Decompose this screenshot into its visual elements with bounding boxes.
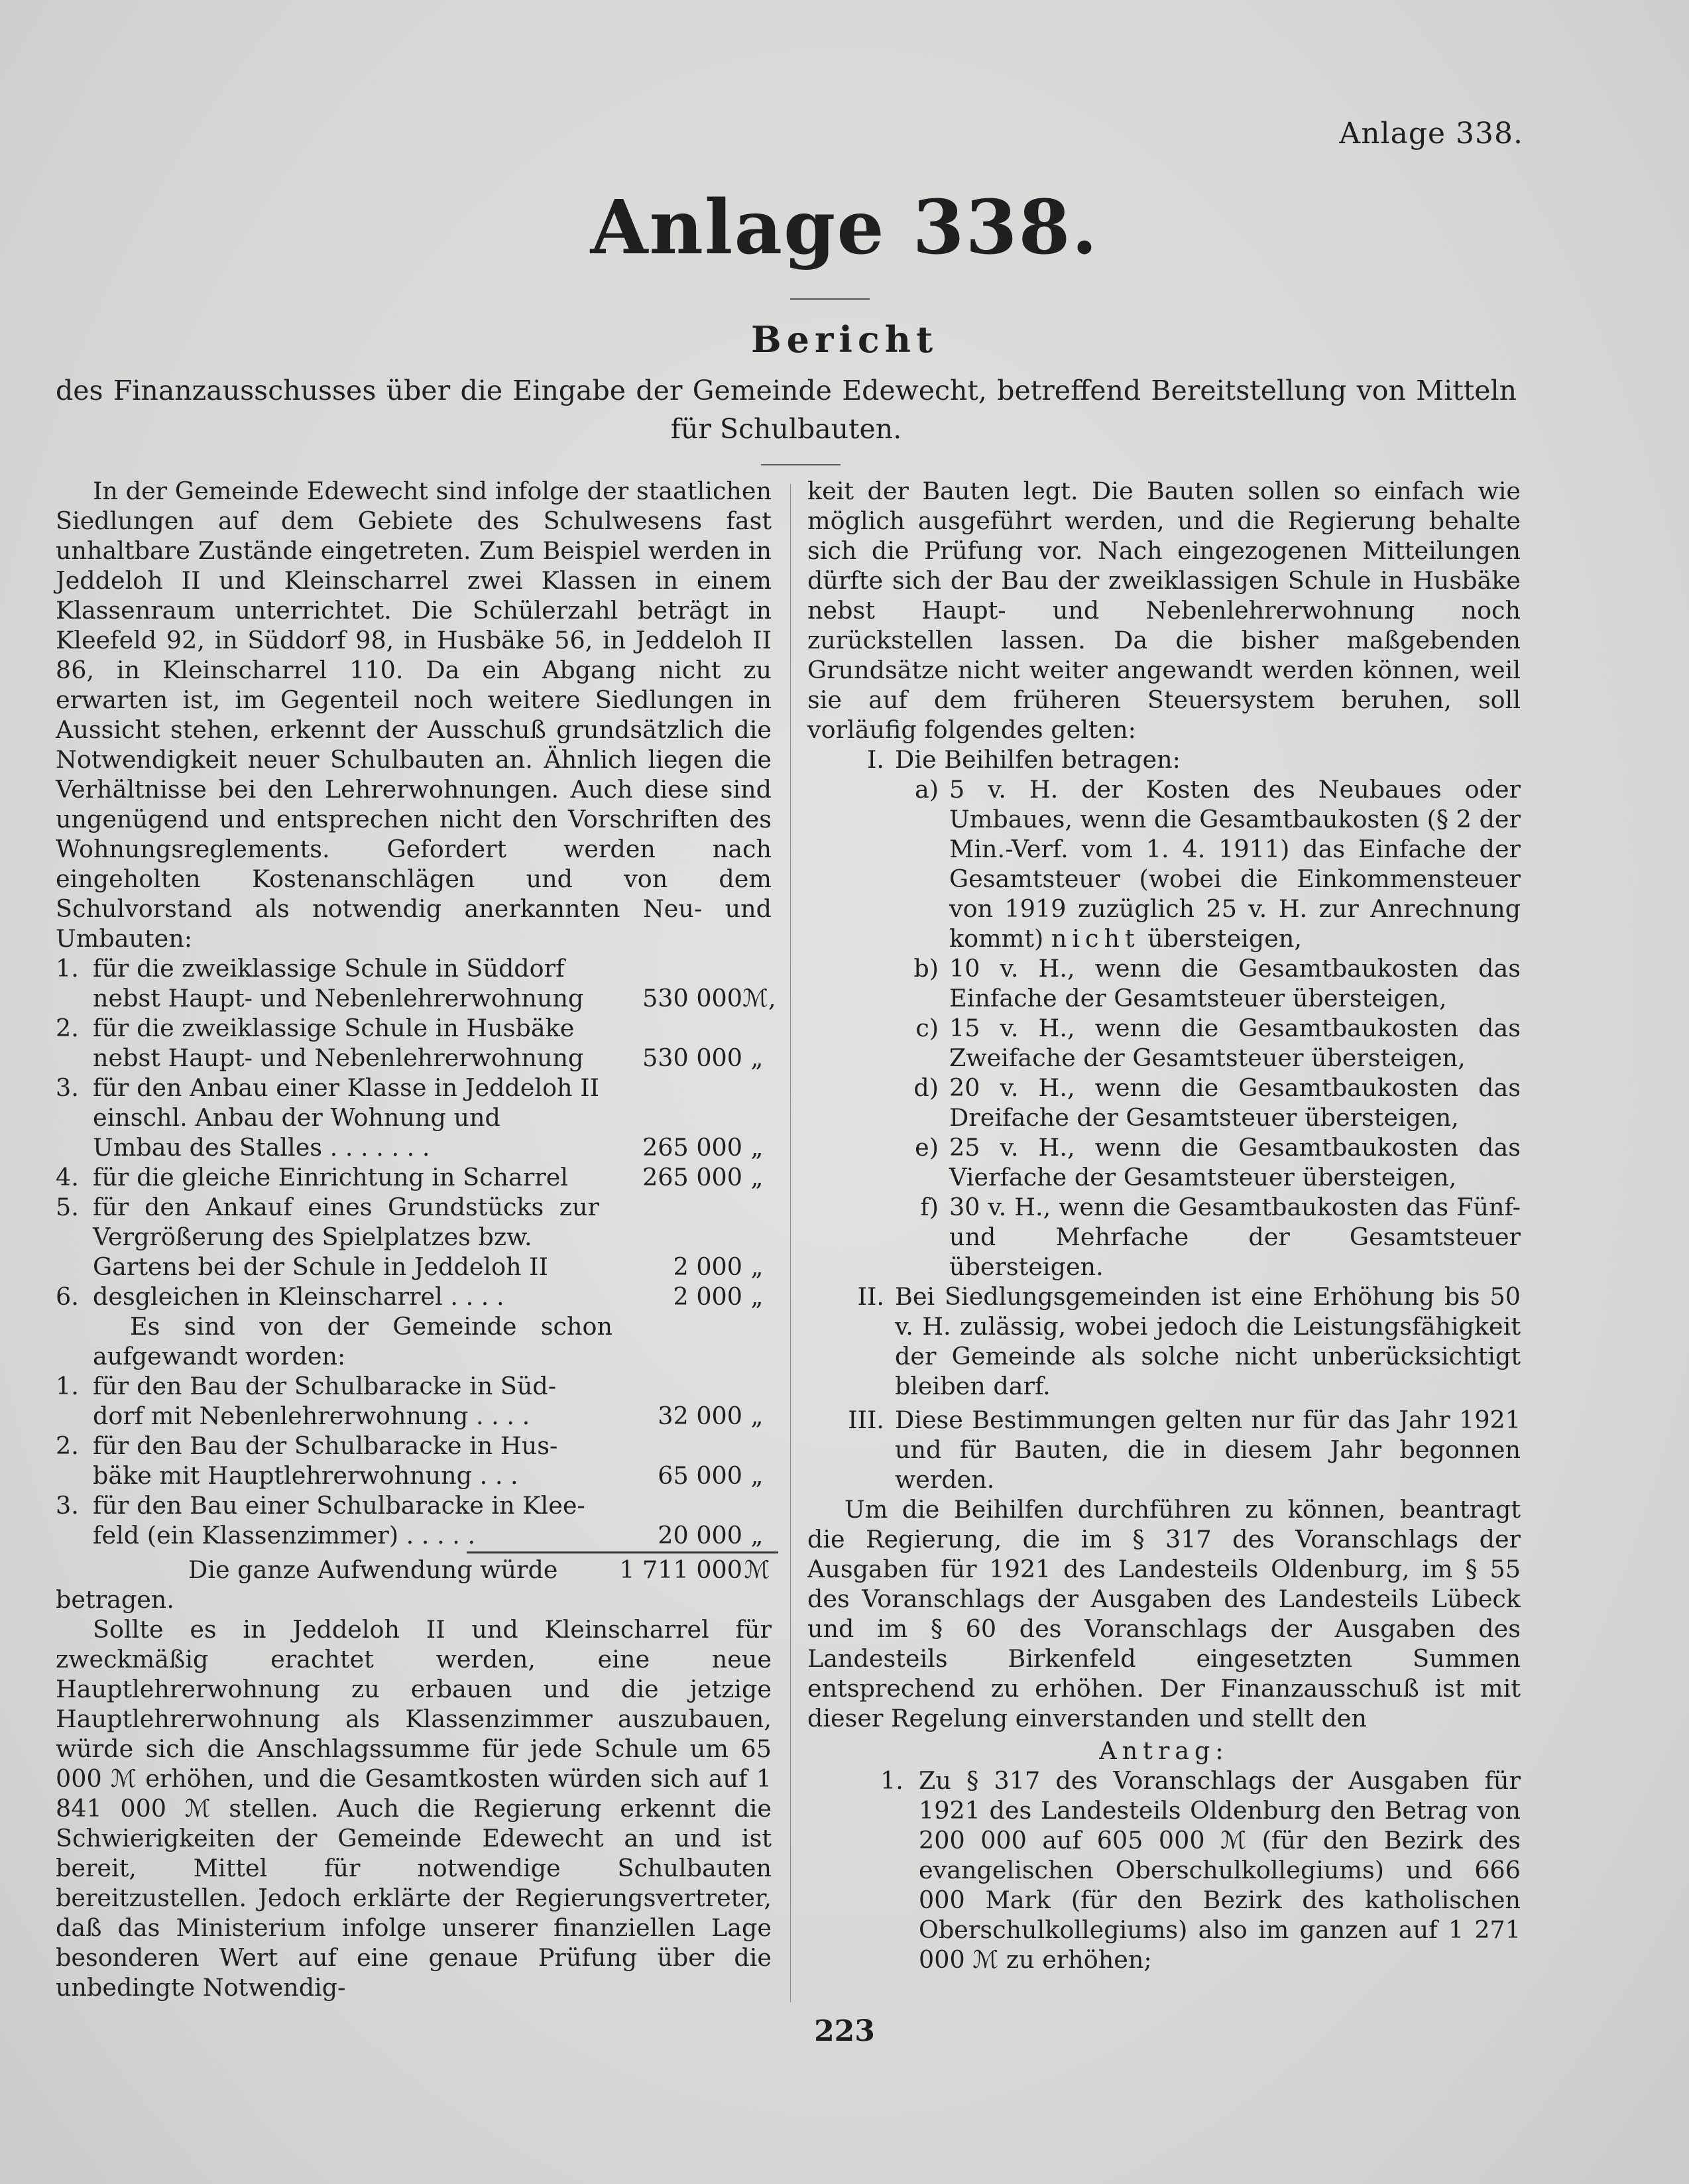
item-amount: 265 000 [642,1133,742,1162]
item-number: 3. [56,1491,79,1520]
item-text: nebst Haupt- und Nebenlehrerwohnung [93,984,584,1012]
rate-a [807,774,1521,953]
item-text: für den Ankauf eines Grundstücks zur Vergrößerung des Spielplatzes bzw. [93,1193,599,1251]
total-unit: ℳ [744,1555,770,1584]
item-number: 3. [56,1073,79,1102]
item-text: Umbau des Stalles . . . . . . . [93,1133,430,1162]
item-amount: 32 000 [658,1402,742,1430]
rate-text: 10 v. H., wenn die Gesamtbaukosten das Einfache der Gesamtsteuer übersteigen, [949,954,1521,1012]
request-paragraph: Um die Beihilfen durchführen zu können, beantragt die Regierung, die im § 317 des Voranschlags der Ausgaben für 1921 des Landesteils Oldenburg, im § 55 des Voranschlags der Ausgaben des Landesteils Lübeck und im § 60 des Voranschlags der Ausgaben des Landesteils Birkenfeld eingesetzten Summen entsprechend zu erhöhen. Der Finanzausschuß ist mit dieser Regelung einverstanden und stellt den [807,1495,1521,1732]
item-number: 2. [56,1014,79,1042]
requested-item-6 [56,1282,772,1311]
rate-text: 25 v. H., wenn die Gesamtbaukosten das Vierfache der Gesamtsteuer übersteigen, [949,1133,1521,1191]
item-number: 1. [56,1372,79,1400]
sum-rule [467,1551,778,1553]
requested-item-4 [56,1162,772,1192]
item-number: 5. [56,1193,79,1221]
rule-iii [807,1405,1521,1494]
page-number: 223 [814,2014,875,2048]
rate-letter: f) [920,1193,939,1221]
item-amount: 2 000 [673,1282,742,1311]
total-amount: 1 711 000 [619,1555,742,1584]
rule-text: Die Beihilfen betragen: [895,745,1181,774]
item-unit: „ [750,1252,764,1281]
item-amount: 2 000 [673,1252,742,1281]
spent-item-3 [56,1490,772,1520]
rate-tail: übersteigen, [1147,924,1302,953]
total-tail: betragen. [56,1585,174,1614]
item-text: bäke mit Hauptlehrerwohnung . . . [93,1461,518,1490]
item-amount: 265 000 [642,1163,742,1191]
requested-cost-list [56,953,776,1311]
rate-letter: c) [915,1014,939,1042]
antrag-number: 1. [880,1766,903,1795]
rate-text: 15 v. H., wenn die Gesamtbaukosten das Zweifache der Gesamtsteuer übersteigen, [949,1014,1521,1072]
item-unit: „ [750,1402,764,1430]
item-text: Gartens bei der Schule in Jeddeloh II [93,1252,549,1281]
item-unit: „ [750,1044,764,1072]
rule-number: II. [857,1282,884,1311]
rule-number: I. [866,745,884,774]
spent-cost-list [56,1371,772,1550]
rule-text: Diese Bestimmungen gelten nur für das Jahr 1921 und für Bauten, die in diesem Jahr begonnen werden. [895,1406,1521,1494]
item-amount: 65 000 [658,1461,742,1490]
antrag-item-1 [807,1766,1521,1974]
item-text: für den Anbau einer Klasse in Jeddeloh II einschl. Anbau der Wohnung und [93,1073,599,1132]
second-paragraph: Sollte es in Jeddeloh II und Kleinscharrel für zweckmäßig erachtet werden, eine neue Hauptlehrerwohnung zu erbauen und die jetzige Hauptlehrerwohnung als Klassenzimmer auszubauen, würde sich die Anschlagssumme für jede Schule um 65 000 ℳ erhöhen, und die Gesamtkosten würden sich auf 1 841 000 ℳ stellen. Auch die Regierung erkennt die Schwierigkeiten der Gemeinde Edewecht an und ist bereit, Mittel für notwendige Schulbauten bereitzustellen. Jedoch erklärte der Regierungsvertreter, daß das Ministerium infolge unserer finanziellen Lage besonderen Wert auf eine genaue Prüfung über die unbedingte Notwendig- [56,1615,772,2002]
item-number: 2. [56,1431,79,1460]
rate-letter: e) [915,1133,939,1162]
rule-text: Bei Siedlungsgemeinden ist eine Erhöhung bis 50 v. H. zulässig, wobei jedoch die Leistungsfähigkeit der Gemeinde als solche nicht unberücksichtigt bleiben darf. [895,1282,1521,1400]
item-unit: „ [750,1163,764,1191]
right-column [807,476,1521,1974]
left-column [56,476,776,2002]
rule-number: III. [848,1406,884,1434]
item-unit: ℳ, [742,984,776,1012]
report-heading: Bericht [750,318,939,361]
spent-intro: Es sind von der Gemeinde schon aufgewandt worden: [93,1312,612,1370]
item-text: für den Bau einer Schulbaracke in Klee- [93,1491,585,1520]
report-subject: des Finanzausschusses über die Eingabe der Gemeinde Edewecht, betreffend Bereitstellung von Mitteln für Schulbauten. [56,375,1517,445]
requested-item-5 [56,1192,772,1252]
item-text: für den Bau der Schulbaracke in Süd- [93,1372,557,1400]
continued-paragraph: keit der Bauten legt. Die Bauten sollen so einfach wie möglich ausgeführt werden, und die Regierung behalte sich die Prüfung vor. Nach eingezogenen Mitteilungen dürfte sich der Bau der zweiklassigen Schule in Husbäke nebst Haupt- und Nebenlehrerwohnung noch zurückstellen lassen. Da die bisher maßgebenden Grundsätze nicht weiter angewandt werden können, weil sie auf dem früheren Steuersystem beruhen, soll vorläufig folgendes gelten: [807,477,1521,744]
item-amount: 20 000 [658,1521,742,1549]
item-number: 4. [56,1163,79,1191]
spent-item-1 [56,1371,772,1401]
rate-c [807,1013,1521,1073]
total-row [56,1555,772,1585]
rule-i [807,745,1521,774]
item-unit: „ [750,1133,764,1162]
rate-emphasis: nicht [1051,924,1140,953]
item-text: feld (ein Klassenzimmer) . . . . . [93,1521,476,1549]
rate-letter: d) [913,1073,939,1102]
item-text: für den Bau der Schulbaracke in Hus- [93,1431,558,1460]
item-text: für die gleiche Einrichtung in Scharrel [93,1163,568,1191]
requested-item-1 [56,953,772,983]
rate-e [807,1132,1521,1192]
requested-item-3 [56,1073,772,1132]
item-unit: „ [750,1461,764,1490]
rate-text: 30 v. H., wenn die Gesamtbaukosten das Fünf- und Mehrfache der Gesamtsteuer übersteigen. [949,1193,1521,1281]
item-text: für die zweiklassige Schule in Husbäke [93,1014,575,1042]
total-label: Die ganze Aufwendung würde [188,1555,558,1584]
rate-f [807,1192,1521,1282]
item-number: 6. [56,1282,79,1311]
item-number: 1. [56,954,79,983]
rate-text: 20 v. H., wenn die Gesamtbaukosten das Dreifache der Gesamtsteuer übersteigen, [949,1073,1521,1132]
item-text: dorf mit Nebenlehrerwohnung . . . . [93,1402,530,1430]
antrag-heading: Antrag: [1099,1736,1229,1765]
item-amount: 530 000 [642,1044,742,1072]
rate-text: 5 v. H. der Kosten des Neubaues oder Umbaues, wenn die Gesamtbaukosten (§ 2 der Min.-Verf. vom 1. 4. 1911) das Einfache der Gesamtsteuer (wobei die Einkommensteuer von 1919 zuzüglich 25 v. H. zur Anrechnung kommt) [949,775,1521,953]
rate-b [807,953,1521,1013]
title-rule [790,298,870,300]
spent-item-2 [56,1431,772,1461]
rate-d [807,1073,1521,1132]
rule-ii [807,1282,1521,1401]
item-unit: „ [750,1521,764,1549]
subject-rule [761,464,841,465]
item-amount: 530 000 [642,984,742,1012]
running-head: Anlage 338. [1339,117,1523,151]
antrag-text: Zu § 317 des Voranschlags der Ausgaben für 1921 des Landesteils Oldenburg den Betrag von 200 000 auf 605 000 ℳ (für den Bezirk des evangelischen Oberschulkollegiums) und 666 000 Mark (für den Bezirk des katholischen Oberschulkollegiums) also im ganzen auf 1 271 000 ℳ zu erhöhen; [919,1766,1521,1974]
item-text: desgleichen in Kleinscharrel . . . . [93,1282,504,1311]
requested-item-2 [56,1013,772,1043]
page-title: Anlage 338. [590,184,1099,271]
column-divider [790,484,791,2002]
item-unit: „ [750,1282,764,1311]
intro-paragraph: In der Gemeinde Edewecht sind infolge der staatlichen Siedlungen auf dem Gebiete des Schulwesens fast unhaltbare Zustände eingetreten. Zum Beispiel werden in Jeddeloh II und Kleinscharrel zwei Klassen in einem Klassenraum unterrichtet. Die Schülerzahl beträgt in Kleefeld 92, in Süddorf 98, in Husbäke 56, in Jeddeloh II 86, in Kleinscharrel 110. Da ein Abgang nicht zu erwarten ist, im Gegenteil noch weitere Siedlungen in Aussicht stehen, erkennt der Ausschuß grundsätzlich die Notwendigkeit neuer Schulbauten an. Ähnlich liegen die Verhältnisse bei den Lehrerwohnungen. Auch diese sind ungenügend und entsprechen nicht den Vorschriften des Wohnungsreglements. Gefordert werden nach eingeholten Kostenanschlägen und von dem Schulvorstand als notwendig anerkannten Neu- und Umbauten: [56,477,772,953]
rate-letter: a) [914,775,939,804]
item-text: für die zweiklassige Schule in Süddorf [93,954,565,983]
item-text: nebst Haupt- und Nebenlehrerwohnung [93,1044,584,1072]
rate-letter: b) [913,954,939,983]
